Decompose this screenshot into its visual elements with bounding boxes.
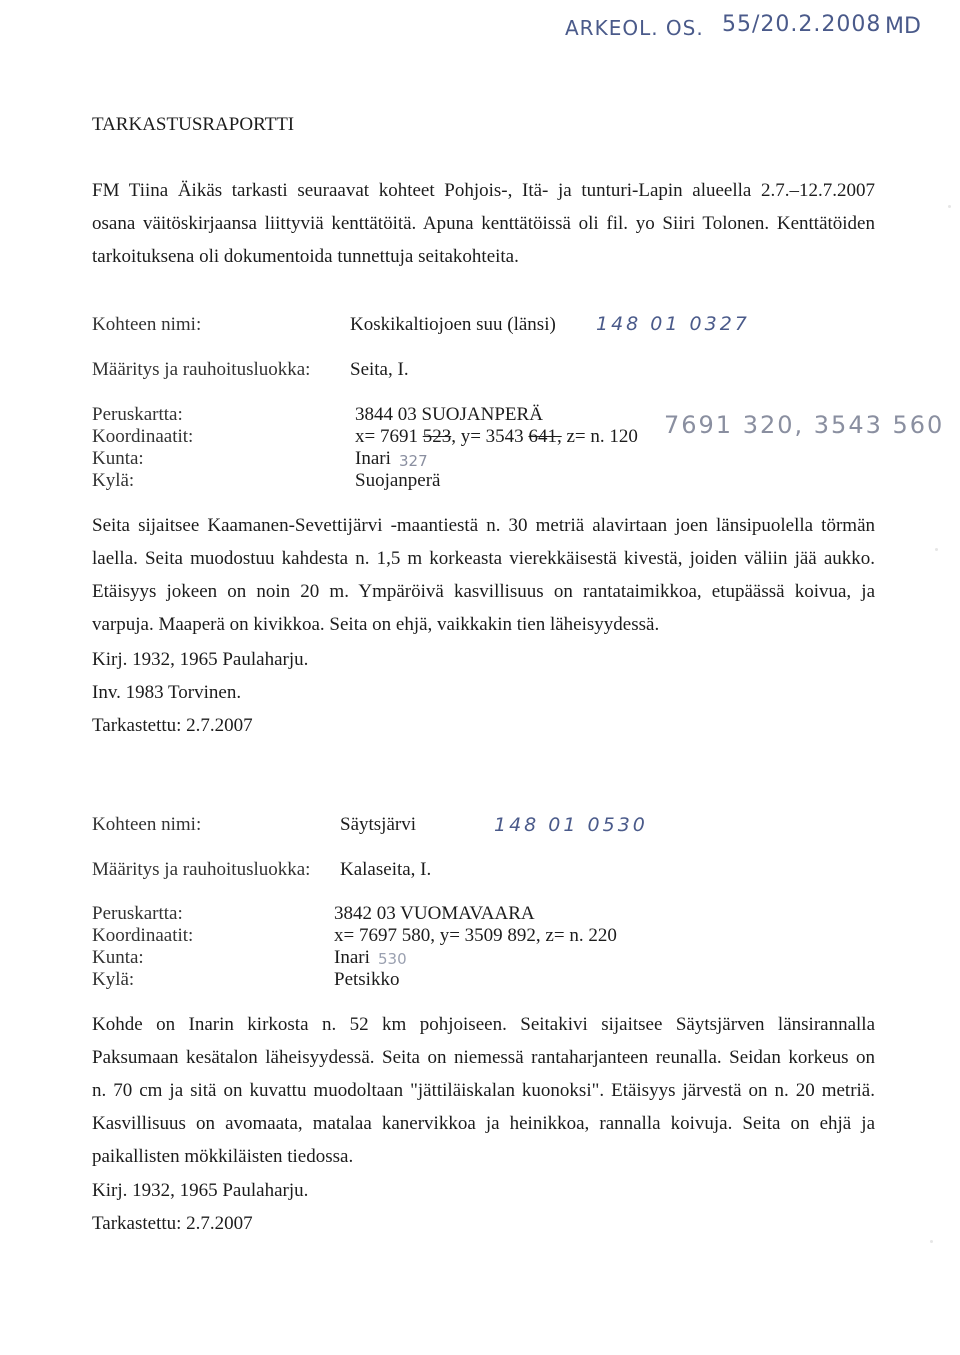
site2-ref-literature: Kirj. 1932, 1965 Paulaharju. bbox=[92, 1180, 309, 1201]
scan-speck bbox=[948, 205, 951, 208]
site2-map: 3842 03 VUOMAVAARA bbox=[334, 903, 535, 924]
site2-municipality-annotation: 530 bbox=[378, 950, 407, 968]
intro-line: osana väitöskirjaansa liittyviä kenttätöitä. Apuna kenttätöissä oli fil. yo Siiri Tolonen. Kenttätöiden bbox=[92, 213, 875, 234]
site1-coords-annotation: 7691 320, 3543 560 bbox=[664, 411, 945, 439]
archive-annotation: ARKEOL. OS. bbox=[565, 16, 704, 40]
site1-description-line: varpuja. Maaperä on kivikkoa. Seita on ehjä, vaikkakin tien läheisyydessä. bbox=[92, 614, 660, 635]
site1-classification: Seita, I. bbox=[350, 359, 409, 380]
site1-description-line: Seita sijaitsee Kaamanen-Sevettijärvi -maantiestä n. 30 metriä alavirtaan joen länsipuolella törmän bbox=[92, 515, 875, 536]
site1-coords-part: x= 7691 bbox=[355, 426, 423, 447]
site1-municipality-annotation: 327 bbox=[399, 452, 428, 470]
site1-municipality-label: Kunta: bbox=[92, 448, 144, 469]
site2-coords-label: Koordinaatit: bbox=[92, 925, 194, 946]
site2-description-line: n. 70 cm ja sitä on kuvattu muodoltaan "jättiläiskalan kuonoksi". Etäisyys järvestä on n. 20 metriä. bbox=[92, 1080, 875, 1101]
site2-village-label: Kylä: bbox=[92, 969, 135, 990]
site2-municipality: Inari bbox=[334, 947, 370, 968]
site2-coords: x= 7697 580, y= 3509 892, z= n. 220 bbox=[334, 925, 617, 946]
site1-ref-inventory: Inv. 1983 Torvinen. bbox=[92, 682, 242, 703]
site1-description-line: Etäisyys jokeen on noin 20 m. Ympäröivä kasvillisuus on rantataimikkoa, etupäässä koivua, ja bbox=[92, 581, 875, 602]
site2-map-label: Peruskartta: bbox=[92, 903, 183, 924]
site1-class-label: Määritys ja rauhoitusluokka: bbox=[92, 359, 311, 380]
intro-line: tarkoituksena oli dokumentoida tunnettuja seitakohteita. bbox=[92, 246, 519, 267]
site1-municipality: Inari bbox=[355, 448, 391, 469]
site1-name-label: Kohteen nimi: bbox=[92, 314, 202, 335]
site1-inspected: Tarkastettu: 2.7.2007 bbox=[92, 715, 253, 736]
site2-description-line: Paksumaan kesätalon läheisyydessä. Seita on niemessä rantaharjanteen reunalla. Seidan korkeus on bbox=[92, 1047, 875, 1068]
site1-ref-literature: Kirj. 1932, 1965 Paulaharju. bbox=[92, 649, 309, 670]
site2-class-label: Määritys ja rauhoitusluokka: bbox=[92, 859, 311, 880]
site1-coords-part: z= n. 120 bbox=[561, 426, 638, 447]
site1-coords-struck: 641, bbox=[528, 426, 562, 447]
site2-classification: Kalaseita, I. bbox=[340, 859, 432, 880]
site2-municipality-label: Kunta: bbox=[92, 947, 144, 968]
site2-name: Säytsjärvi bbox=[340, 814, 416, 835]
site2-description-line: Kohde on Inarin kirkosta n. 52 km pohjoiseen. Seitakivi sijaitsee Säytsjärven länsirannalla bbox=[92, 1014, 875, 1035]
site2-description-line: paikallisten mökkiläisten tiedossa. bbox=[92, 1146, 354, 1167]
site2-village: Petsikko bbox=[334, 969, 400, 990]
site1-village-label: Kylä: bbox=[92, 470, 135, 491]
site1-description bbox=[92, 515, 875, 647]
site1-coords-struck: 523 bbox=[422, 426, 452, 447]
scan-speck bbox=[935, 548, 938, 551]
site1-map: 3844 03 SUOJANPERÄ bbox=[355, 404, 543, 425]
intro-line: FM Tiina Äikäs tarkasti seuraavat kohteet Pohjois-, Itä- ja tunturi-Lapin alueella 2.7.–12.7.2007 bbox=[92, 180, 875, 201]
site2-name-annotation: 148 01 0530 bbox=[494, 814, 648, 836]
intro-paragraph bbox=[92, 180, 875, 279]
site2-description-line: Kasvillisuus on avomaata, matalaa kanervikkoa ja heinikkoa, rannalla koivuja. Seita on ehjä ja bbox=[92, 1113, 875, 1134]
archive-number-date-annotation: 55/20.2.2008 bbox=[722, 12, 882, 37]
site1-coords-part: , y= 3543 bbox=[451, 426, 529, 447]
site1-coords-label: Koordinaatit: bbox=[92, 426, 194, 447]
site1-coords bbox=[355, 426, 638, 448]
site2-name-label: Kohteen nimi: bbox=[92, 814, 202, 835]
initials-annotation: MD bbox=[885, 14, 921, 39]
site1-map-label: Peruskartta: bbox=[92, 404, 183, 425]
scan-speck bbox=[930, 1240, 933, 1243]
site1-village: Suojanperä bbox=[355, 470, 441, 491]
site2-inspected: Tarkastettu: 2.7.2007 bbox=[92, 1213, 253, 1234]
site1-name: Koskikaltiojoen suu (länsi) bbox=[350, 314, 556, 335]
site1-description-line: laella. Seita muodostuu kahdesta n. 1,5 m korkeasta vierekkäisestä kivestä, joiden väliin jää aukko. bbox=[92, 548, 875, 569]
report-title: TARKASTUSRAPORTTI bbox=[92, 114, 295, 135]
site2-description bbox=[92, 1014, 875, 1179]
site1-name-annotation: 148 01 0327 bbox=[596, 313, 750, 335]
